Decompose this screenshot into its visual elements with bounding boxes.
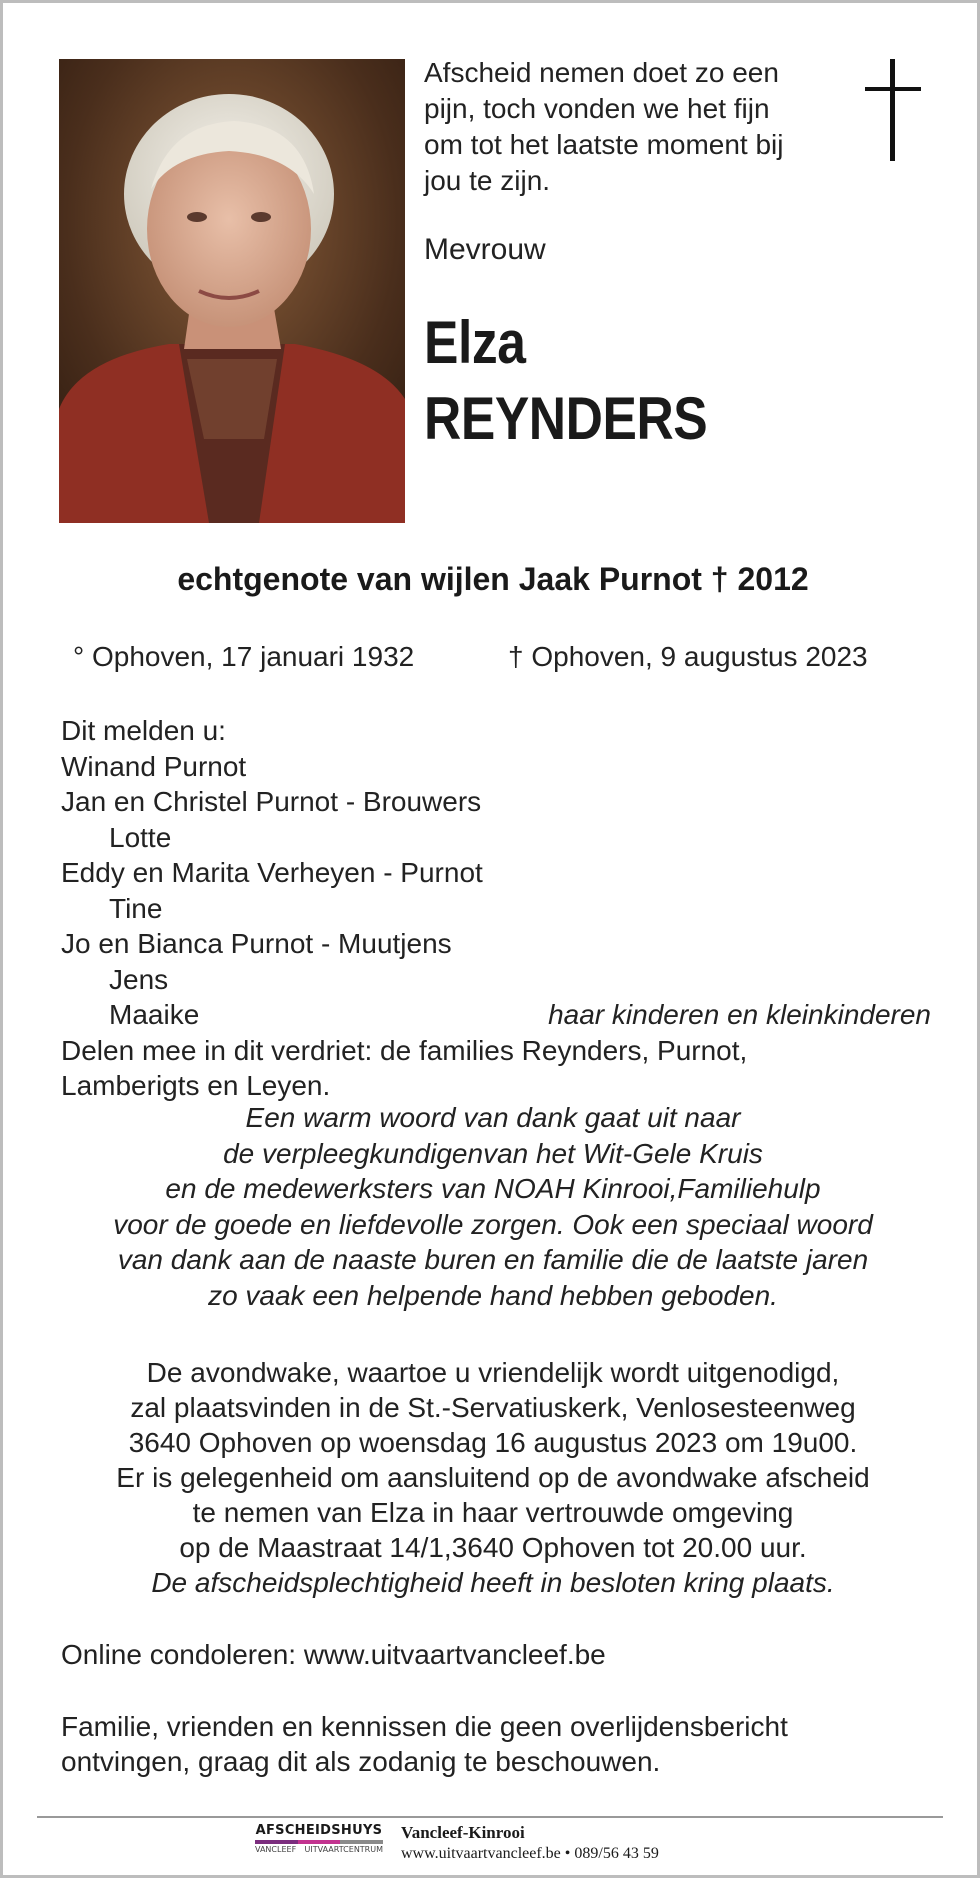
family-member: Jan en Christel Purnot - Brouwers <box>61 786 482 817</box>
family-intro: Dit melden u: <box>61 715 226 746</box>
family-member-row <box>61 997 931 1033</box>
spouse-line: echtgenote van wijlen Jaak Purnot † 2012 <box>177 561 809 597</box>
poem <box>424 55 844 199</box>
logo-bar-magenta <box>298 1840 341 1844</box>
family-member: Jo en Bianca Purnot - Muutjens <box>61 928 452 959</box>
thanks-line: de verpleegkundigenvan het Wit-Gele Kruis <box>223 1137 763 1169</box>
funeral-home-contact: www.uitvaartvancleef.be • 089/56 43 59 <box>401 1845 659 1862</box>
notice-text <box>61 1709 788 1779</box>
thanks-line: zo vaak een helpende hand hebben geboden. <box>208 1279 778 1311</box>
footer-divider <box>37 1816 943 1818</box>
funeral-home-logo <box>255 1823 383 1854</box>
wake-line: op de Maastraat 14/1,3640 Ophoven tot 20.00 uur. <box>179 1532 807 1563</box>
ceremony-note: De afscheidsplechtigheid heeft in besloten kring plaats. <box>151 1567 835 1598</box>
death-date: † Ophoven, 9 augustus 2023 <box>508 641 868 672</box>
wake-line: Er is gelegenheid om aansluitend op de avondwake afscheid <box>116 1462 870 1493</box>
poem-line: om tot het laatste moment bij <box>424 129 784 160</box>
last-name: REYNDERS <box>424 385 708 452</box>
poem-line: Afscheid nemen doet zo een <box>424 57 779 88</box>
family-member: Winand Purnot <box>61 750 247 782</box>
notice-line: ontvingen, graag dit als zodanig te beschouwen. <box>61 1746 661 1777</box>
notice-line: Familie, vrienden en kennissen die geen overlijdensbericht <box>61 1711 788 1742</box>
poem-line: pijn, toch vonden we het fijn <box>424 93 770 124</box>
latin-cross-icon <box>865 59 921 161</box>
also-grieving: Lamberigts en Leyen. <box>61 1070 331 1101</box>
logo-bar-purple <box>255 1840 298 1844</box>
grandchild: Lotte <box>109 821 172 853</box>
relation-caption: haar kinderen en kleinkinderen <box>548 999 931 1030</box>
thanks-line: Een warm woord van dank gaat uit naar <box>245 1102 741 1133</box>
deceased-name <box>424 305 707 457</box>
poem-line: jou te zijn. <box>424 165 551 196</box>
logo-sub-left: VANCLEEF <box>255 1845 297 1854</box>
grandchild: Maaike <box>109 999 200 1030</box>
wake-line: 3640 Ophoven op woensdag 16 augustus 2023 om 19u00. <box>128 1427 858 1458</box>
grandchild: Tine <box>109 892 163 924</box>
thanks-line: voor de goede en liefdevolle zorgen. Ook een speciaal woord <box>113 1208 873 1240</box>
wake-line: zal plaatsvinden in de St.-Servatiuskerk, Venlosesteenweg <box>130 1392 856 1423</box>
online-condolence: Online condoleren: www.uitvaartvancleef.be <box>61 1639 606 1670</box>
also-grieving: Delen mee in dit verdriet: de families Reynders, Purnot, <box>61 1034 748 1066</box>
birth-date: ° Ophoven, 17 januari 1932 <box>73 641 415 672</box>
grandchild: Jens <box>109 963 169 995</box>
honorific: Mevrouw <box>424 233 546 266</box>
wake-info <box>3 1355 980 1600</box>
thanks-line: en de medewerksters van NOAH Kinrooi,Familiehulp <box>165 1173 821 1204</box>
wake-line: te nemen van Elza in haar vertrouwde omgeving <box>192 1497 794 1528</box>
family-member: Eddy en Marita Verheyen - Purnot <box>61 857 483 888</box>
logo-subtext <box>255 1845 383 1854</box>
thanks-text <box>3 1100 980 1313</box>
logo-bar-grey <box>340 1840 383 1844</box>
portrait-photo <box>59 59 405 523</box>
first-name: Elza <box>424 309 526 376</box>
logo-color-bar <box>255 1840 383 1844</box>
thanks-line: van dank aan de naaste buren en familie die de laatste jaren <box>117 1244 869 1275</box>
wake-line: De avondwake, waartoe u vriendelijk wordt uitgenodigd, <box>146 1357 840 1388</box>
logo-wordmark: AFSCHEIDSHUYS <box>255 1823 383 1838</box>
family-list <box>61 713 931 1104</box>
funeral-home-name: Vancleef-Kinrooi <box>401 1823 525 1842</box>
logo-sub-right: UITVAARTCENTRUM <box>304 1845 383 1854</box>
